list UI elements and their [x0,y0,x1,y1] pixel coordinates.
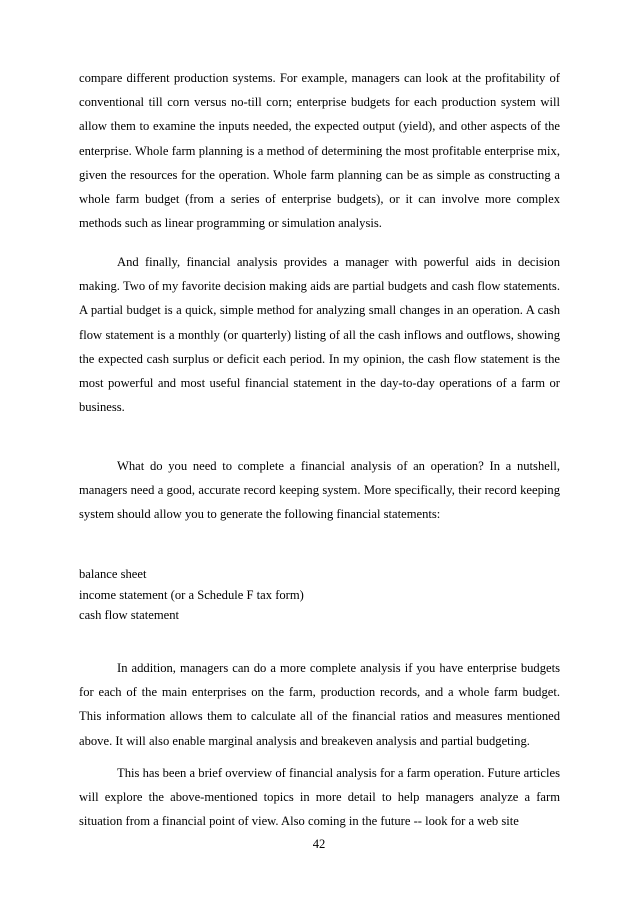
list-item: cash flow statement [79,608,180,622]
paragraph-overview: This has been a brief overview of financial analysis for a farm operation. Future articles will explore the above-mentioned topics in more detail to help managers analyze a farm situation from a financial point of view. Also coming in the future -- look for a web site [79,766,560,829]
paragraph-production-systems: compare different production systems. For example, managers can look at the profitability of conventional till corn versus no-till corn; enterprise budgets for each production system will allow them to examine the inputs needed, the expected output (yield), and other aspects of the enterprise. Whole farm planning is a method of determining the most profitable enterprise mix, given the resources for the operation. Whole farm planning can be as simple as constructing a whole farm budget (from a series of enterprise budgets), or it can involve more complex methods such as linear programming or simulation analysis. [79,71,560,231]
financial-statements-list [79,564,304,626]
paragraph-financial-analysis-aids: And finally, financial analysis provides a manager with powerful aids in decision making. Two of my favorite decision making aids are partial budgets and cash flow statements. A partial budget is a quick, simple method for analyzing small changes in an operation. A cash flow statement is a monthly (or quarterly) listing of all the cash inflows and outflows, showing the expected cash surplus or deficit each period. In my opinion, the cash flow statement is the most powerful and most useful financial statement in the day-to-day operations of a farm or business. [79,255,560,415]
paragraph-complete-analysis: In addition, managers can do a more complete analysis if you have enterprise budgets for each of the main enterprises on the farm, production records, and a whole farm budget. This information allows them to calculate all of the financial ratios and measures mentioned above. It will also enable marginal analysis and breakeven analysis and partial budgeting. [79,661,560,748]
list-item: income statement (or a Schedule F tax form) [79,587,304,602]
paragraph-record-keeping: What do you need to complete a financial analysis of an operation? In a nutshell, managers need a good, accurate record keeping system. More specifically, their record keeping system should allow you to generate the following financial statements: [79,459,560,522]
page-number: 42 [312,837,326,851]
list-item: balance sheet [79,567,147,581]
